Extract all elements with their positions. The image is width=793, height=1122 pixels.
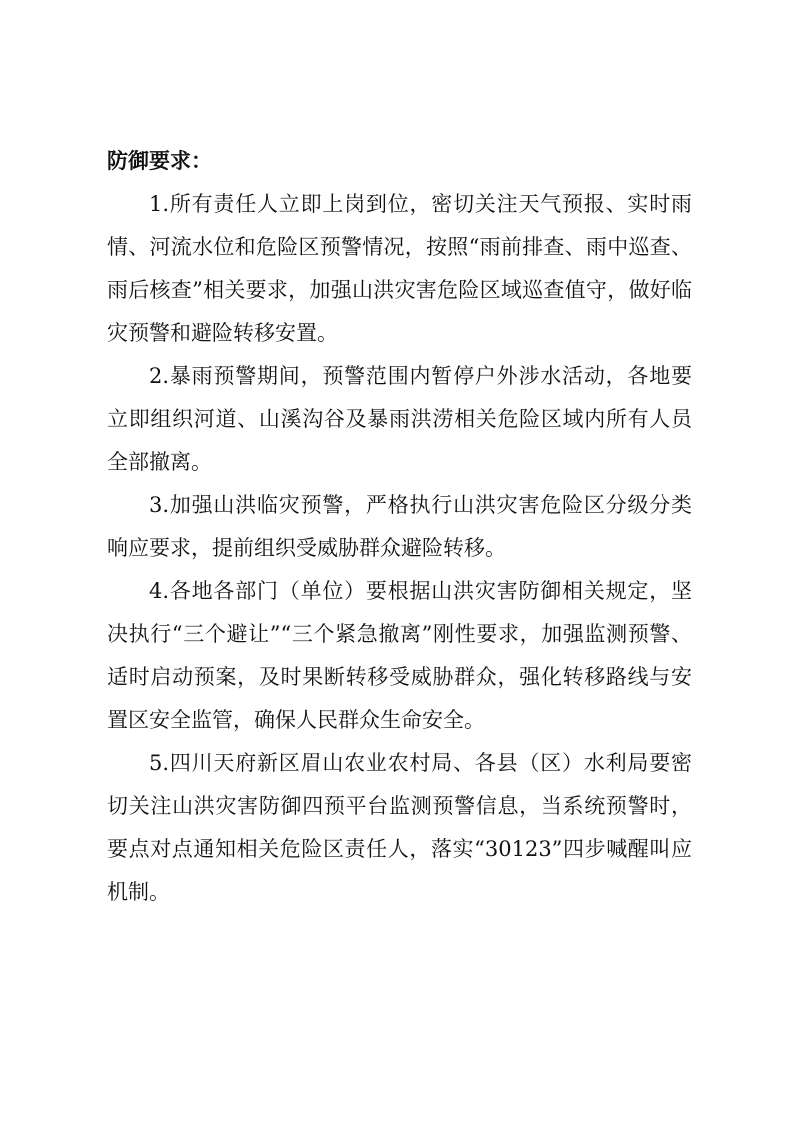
requirement-paragraph-5: 5.四川天府新区眉山农业农村局、各县（区）水利局要密切关注山洪灾害防御四预平台监测预警信息，当系统预警时，要点对点通知相关危险区责任人，落实“30123”四步喊醒叫应机制。 <box>107 751 692 904</box>
requirement-paragraph-3: 3.加强山洪临灾预警，严格执行山洪灾害危险区分级分类响应要求，提前组织受威胁群众避险转移。 <box>107 493 692 560</box>
section-heading: 防御要求： <box>107 149 212 173</box>
requirement-paragraph-1: 1.所有责任人立即上岗到位，密切关注天气预报、实时雨情、河流水位和危险区预警情况，按照“雨前排查、雨中巡查、雨后核查”相关要求，加强山洪灾害危险区域巡查值守，做好临灾预警和避险转移安置。 <box>107 192 692 345</box>
requirement-paragraph-2: 2.暴雨预警期间，预警范围内暂停户外涉水活动，各地要立即组织河道、山溪沟谷及暴雨洪涝相关危险区域内所有人员全部撤离。 <box>107 364 692 474</box>
requirement-paragraph-4: 4.各地各部门（单位）要根据山洪灾害防御相关规定，坚决执行“三个避让”“三个紧急撤离”刚性要求，加强监测预警、适时启动预案，及时果断转移受威胁群众，强化转移路线与安置区安全监管，确保人民群众生命安全。 <box>107 579 692 732</box>
document-body <box>107 140 692 914</box>
